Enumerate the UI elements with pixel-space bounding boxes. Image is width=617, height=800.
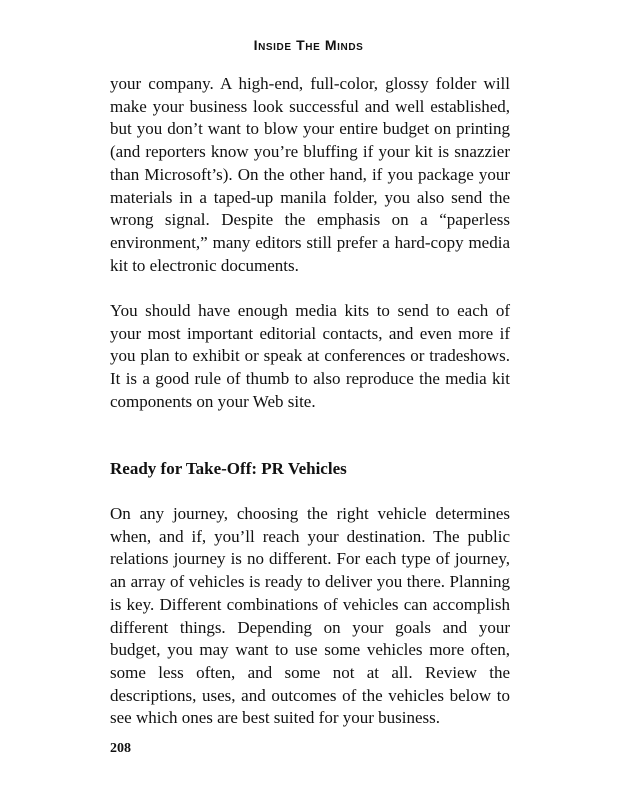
paragraph-pr-vehicles: On any journey, choosing the right vehicle determines when, and if, you’ll reach your destination. The public relations journey is no different. For each type of journey, an array of vehicles is ready to deliver you there. Planning is key. Different combinations of vehicles can accomplish different things. Depending on your goals and your budget, you may want to use some vehicles more often, some less often, and some not at all. Review the descriptions, uses, and outcomes of the vehicles below to see which ones are best suited for your business. — [110, 504, 510, 728]
running-header-title: Inside The Minds — [253, 37, 364, 53]
paragraph-media-kit-quantity: You should have enough media kits to send to each of your most important editorial contacts, and even more if you plan to exhibit or speak at conferences or tradeshows. It is a good rule of thumb to also reproduce the media kit components on your Web site. — [110, 300, 510, 411]
body-text — [110, 73, 510, 730]
page-number: 208 — [110, 741, 131, 756]
paragraph-media-kit-folder: your company. A high-end, full-color, glossy folder will make your business look successful and well established, but you don’t want to blow your entire budget on printing (and reporters know you’re bluffing if your kit is snazzier than Microsoft’s). On the other hand, if you package your materials in a taped-up manila folder, you also send the wrong signal. Despite the emphasis on a “paperless environment,” many editors still prefer a hard-copy media kit to electronic documents. — [110, 74, 510, 275]
section-heading: Ready for Take-Off: PR Vehicles — [110, 459, 347, 479]
